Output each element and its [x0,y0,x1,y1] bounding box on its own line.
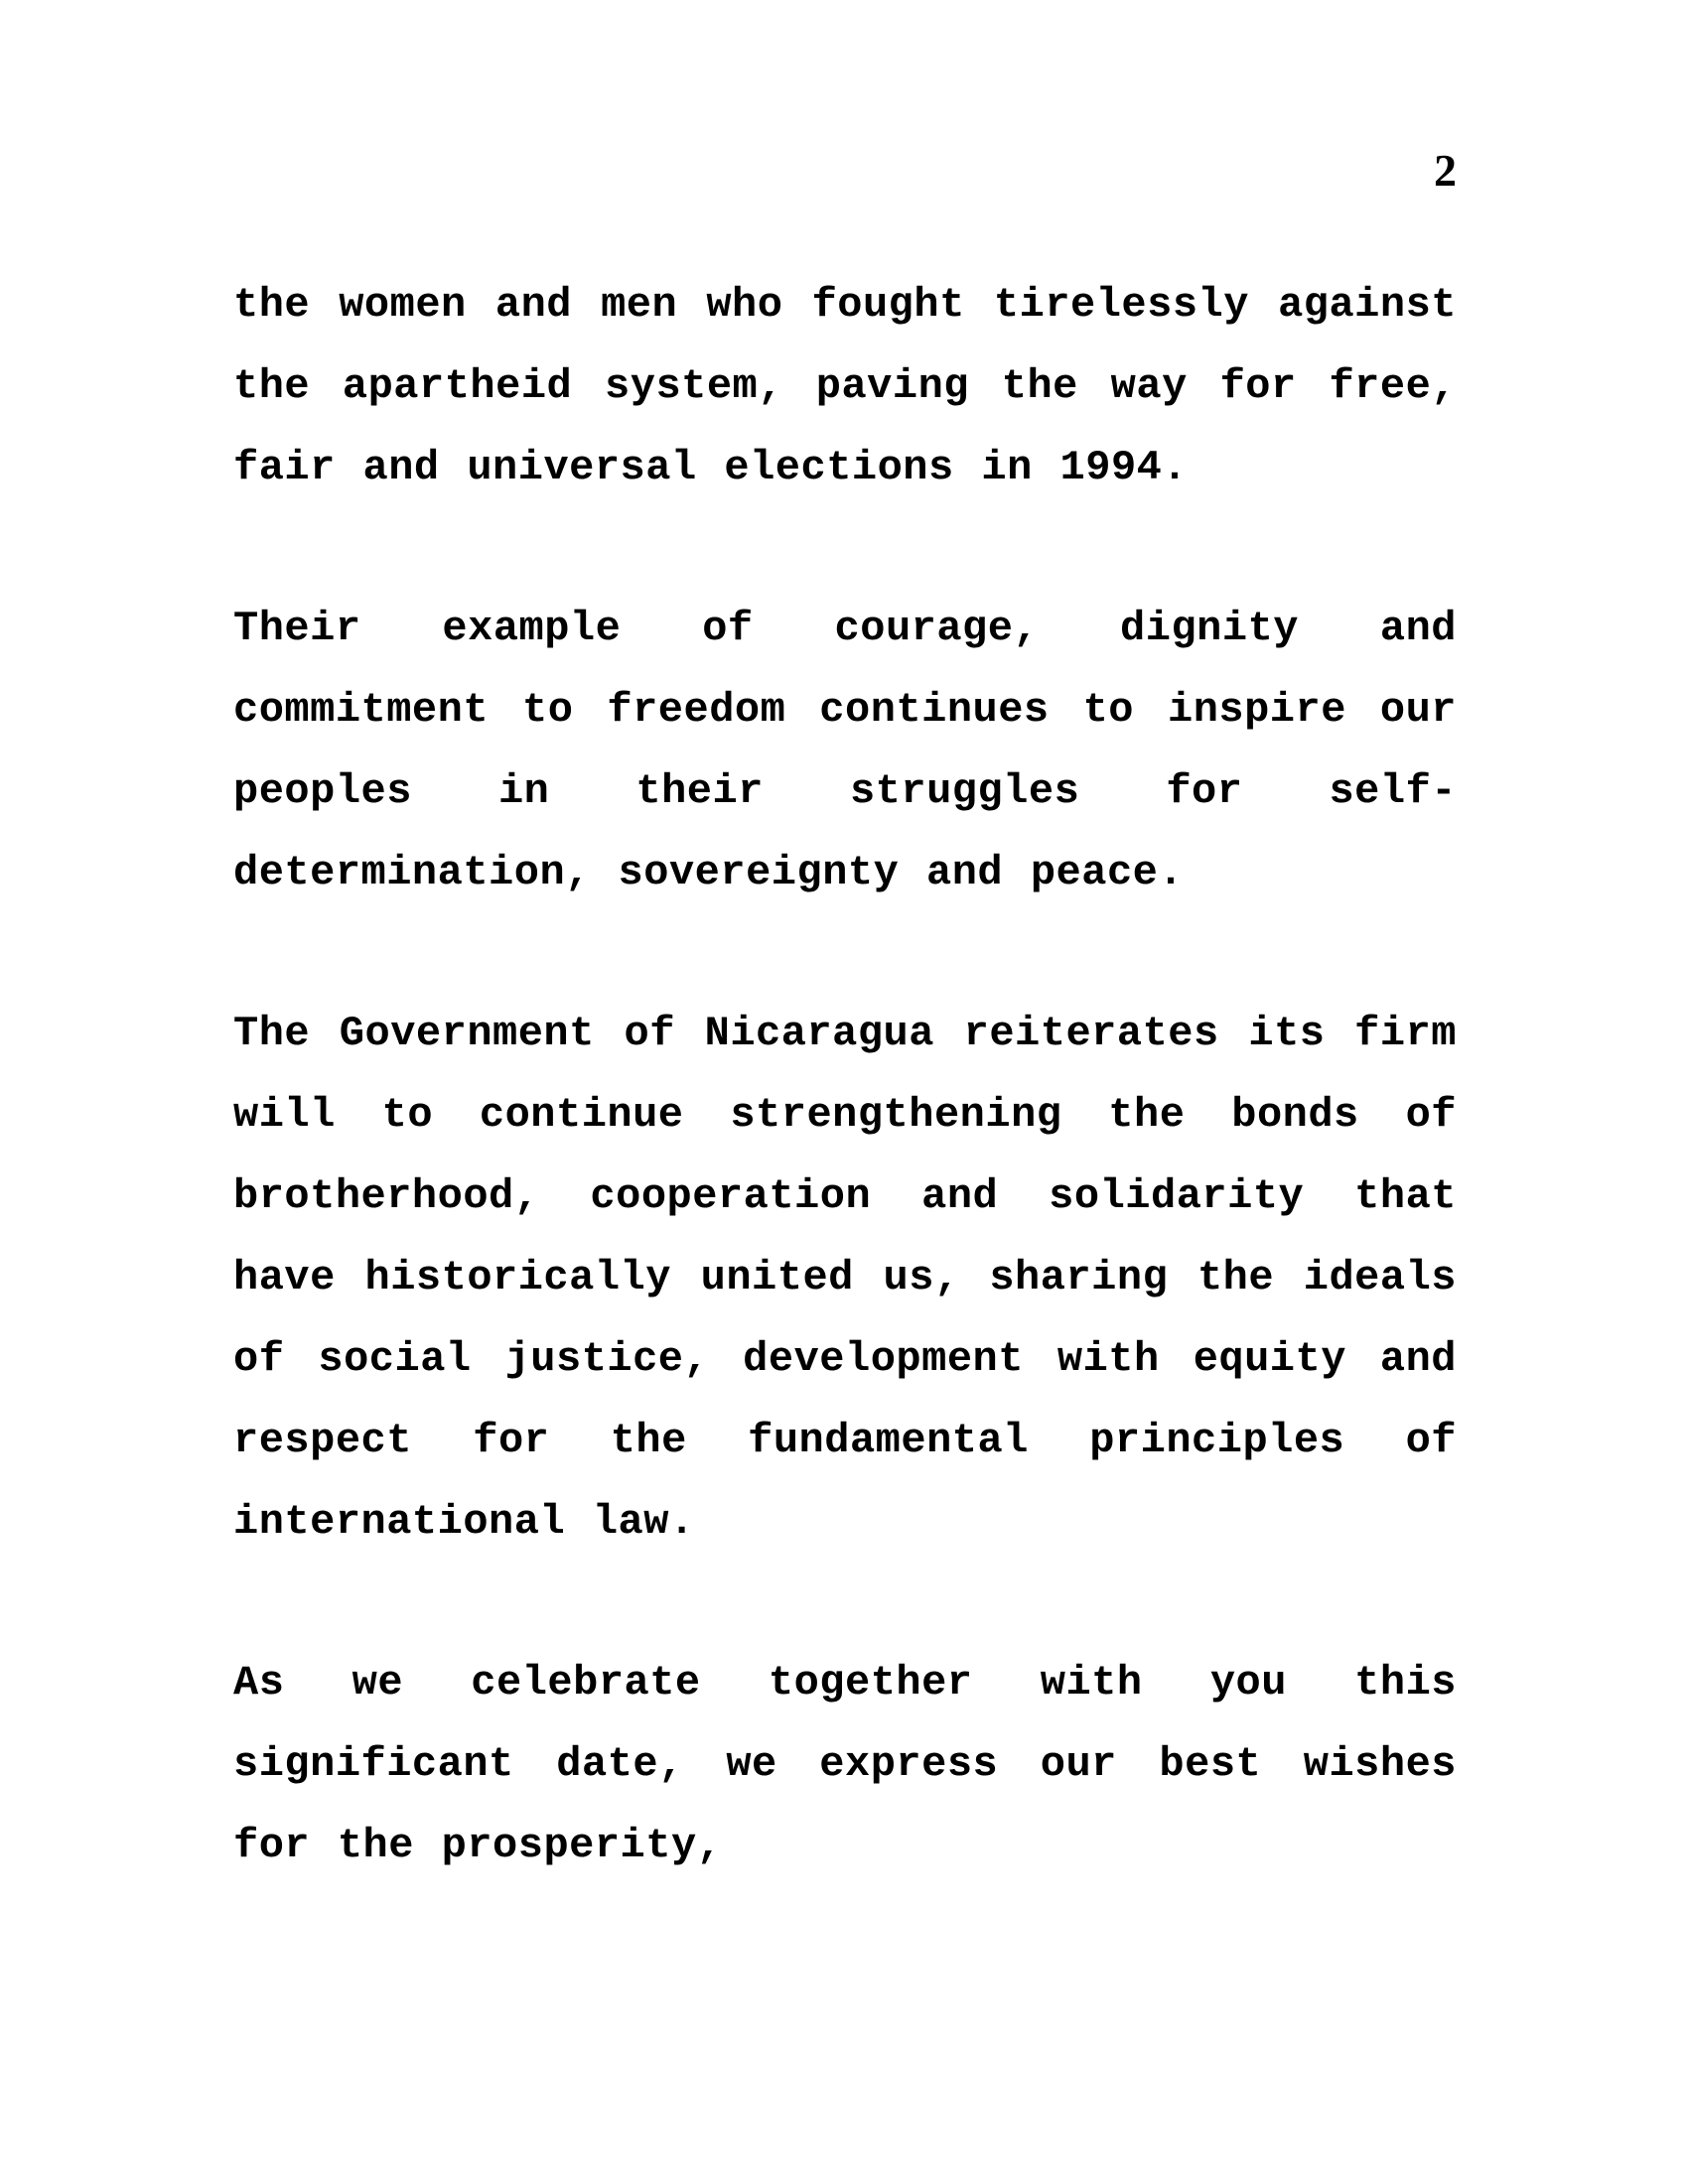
paragraph-3: The Government of Nicaragua reiterates its firm will to continue strengthening the bonds of brotherhood, cooperation and solidarity that have historically united us, sharing the ideals of social justice, development with equity and respect for the fundamental principles of international law. [233,1010,1457,1546]
paragraph-1: the women and men who fought tirelessly against the apartheid system, paving the way for free, fair and universal elections in 1994. [233,281,1457,491]
page-number: 2 [1434,145,1457,196]
paragraph-4: As we celebrate together with you this significant date, we express our best wishes for the prosperity, [233,1659,1457,1869]
page-content [233,141,1457,1886]
paragraph-2: Their example of courage, dignity and commitment to freedom continues to inspire our peoples in their struggles for self-determination, sovereignty and peace. [233,605,1457,896]
